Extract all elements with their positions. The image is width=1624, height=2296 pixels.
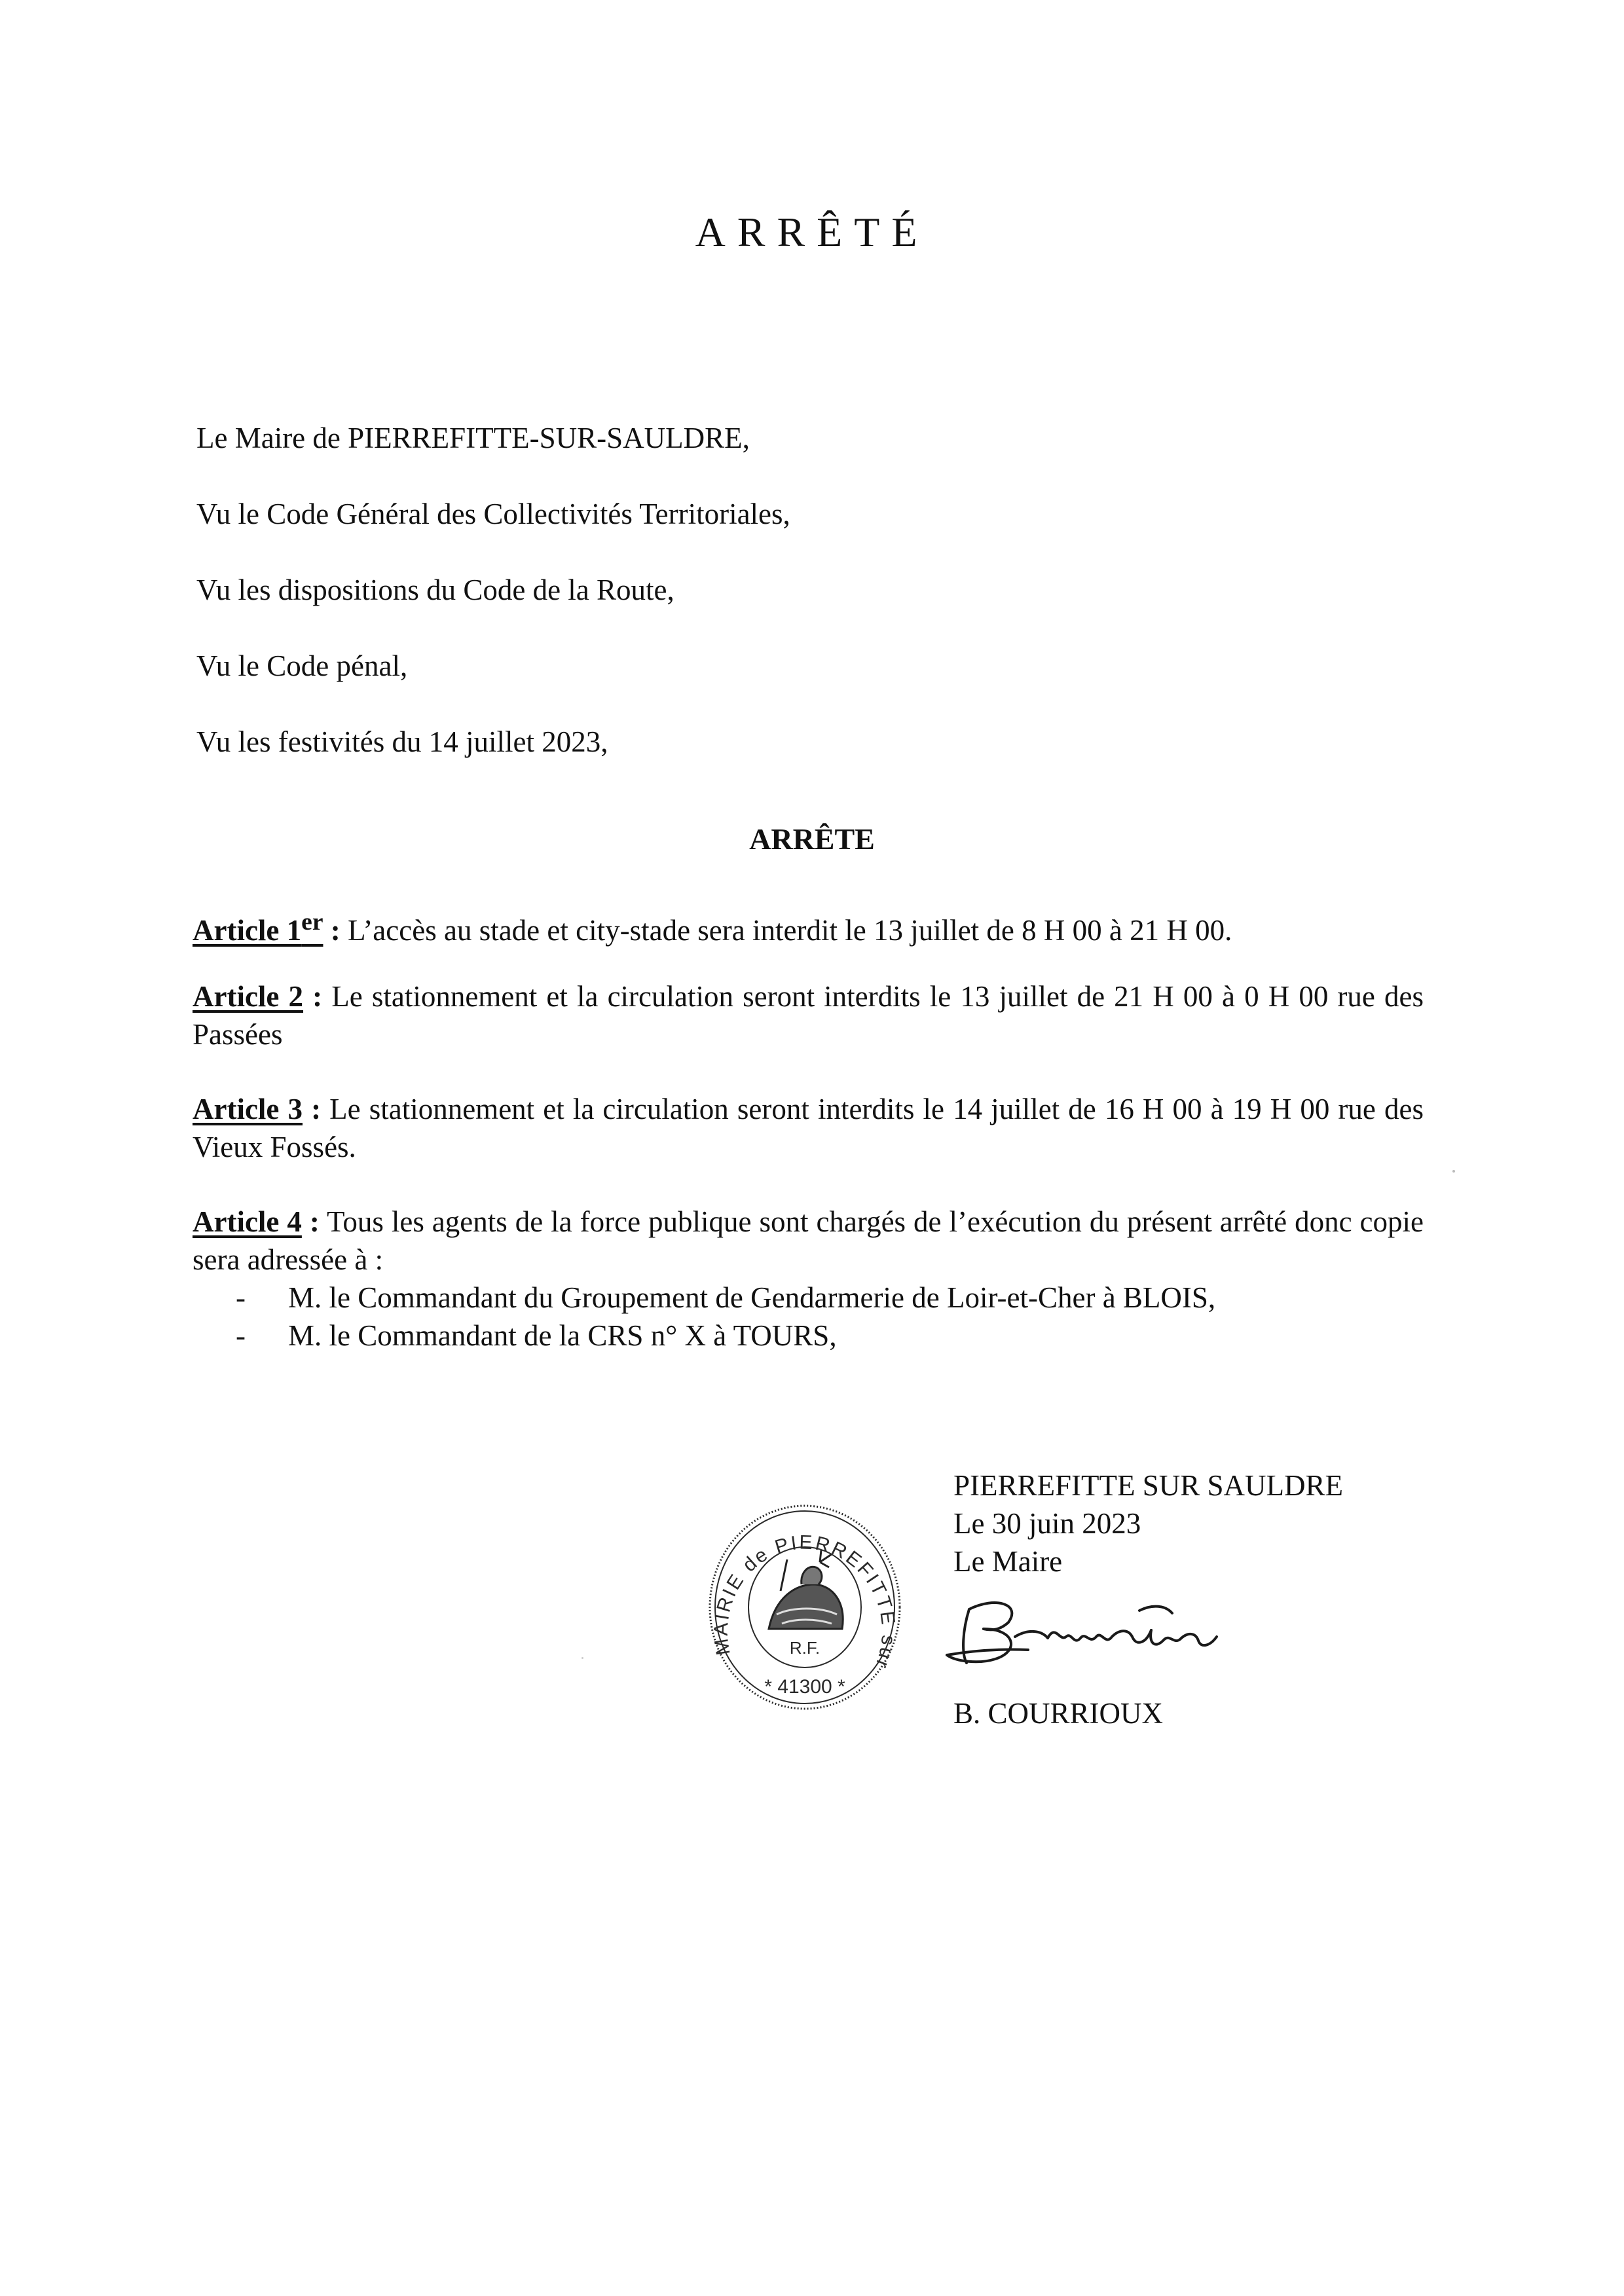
article-4	[193, 1203, 1424, 1279]
article-1	[193, 903, 1424, 949]
article-colon: :	[323, 914, 341, 947]
recipient-text: M. le Commandant du Groupement de Gendarmerie de Loir-et-Cher à BLOIS,	[288, 1281, 1216, 1314]
article-colon: :	[301, 1205, 320, 1238]
recipient-item	[236, 1279, 1215, 1317]
section-title: ARRÊTE	[749, 822, 875, 856]
handwritten-signature	[943, 1591, 1231, 1676]
article-label: Article 4	[193, 1205, 302, 1238]
signature-role: Le Maire	[953, 1545, 1063, 1578]
list-dash: -	[236, 1281, 246, 1314]
article-label: Article 2	[193, 980, 304, 1013]
recipient-item	[236, 1317, 837, 1355]
article-colon: :	[303, 980, 323, 1013]
signature-date: Le 30 juin 2023	[953, 1507, 1141, 1540]
vu-line: Vu le Code pénal,	[196, 649, 408, 682]
svg-text:MAIRIE de PIERREFITTE sur SAUL: MAIRIE de PIERREFITTE sur	[710, 1531, 900, 1673]
svg-text:* 41300 *: * 41300 *	[764, 1676, 845, 1698]
vu-line: Vu le Code Général des Collectivités Territoriales,	[196, 498, 790, 530]
scan-artifact	[1452, 1170, 1455, 1173]
article-text: Le stationnement et la circulation seront interdits le 14 juillet de 16 H 00 à 19 H 00 rue des Vieux Fossés.	[193, 1093, 1424, 1163]
article-text: L’accès au stade et city-stade sera interdit le 13 juillet de 8 H 00 à 21 H 00.	[340, 914, 1232, 947]
signer-name: B. COURRIOUX	[953, 1697, 1164, 1730]
signature-place: PIERREFITTE SUR SAULDRE	[953, 1469, 1344, 1502]
scan-artifact	[581, 1657, 583, 1659]
article-label: Article 1er	[193, 909, 323, 947]
svg-text:R.F.: R.F.	[789, 1638, 821, 1658]
recipient-text: M. le Commandant de la CRS n° X à TOURS,	[288, 1319, 837, 1352]
article-text: Tous les agents de la force publique sont chargés de l’exécution du présent arrêté donc copie sera adressée à :	[193, 1205, 1424, 1276]
article-text: Le stationnement et la circulation seront interdits le 13 juillet de 21 H 00 à 0 H 00 rue des Passées	[193, 980, 1424, 1051]
mayor-line: Le Maire de PIERREFITTE-SUR-SAULDRE,	[196, 422, 750, 454]
article-colon: :	[303, 1093, 322, 1125]
document-title: ARRÊTÉ	[695, 209, 929, 255]
list-dash: -	[236, 1319, 246, 1352]
article-label: Article 3	[193, 1093, 303, 1125]
town-hall-seal	[703, 1499, 906, 1715]
article-2	[193, 977, 1424, 1053]
article-3	[193, 1090, 1424, 1166]
vu-line: Vu les festivités du 14 juillet 2023,	[196, 725, 608, 758]
vu-line: Vu les dispositions du Code de la Route,	[196, 574, 674, 606]
article-superscript: er	[301, 909, 323, 936]
